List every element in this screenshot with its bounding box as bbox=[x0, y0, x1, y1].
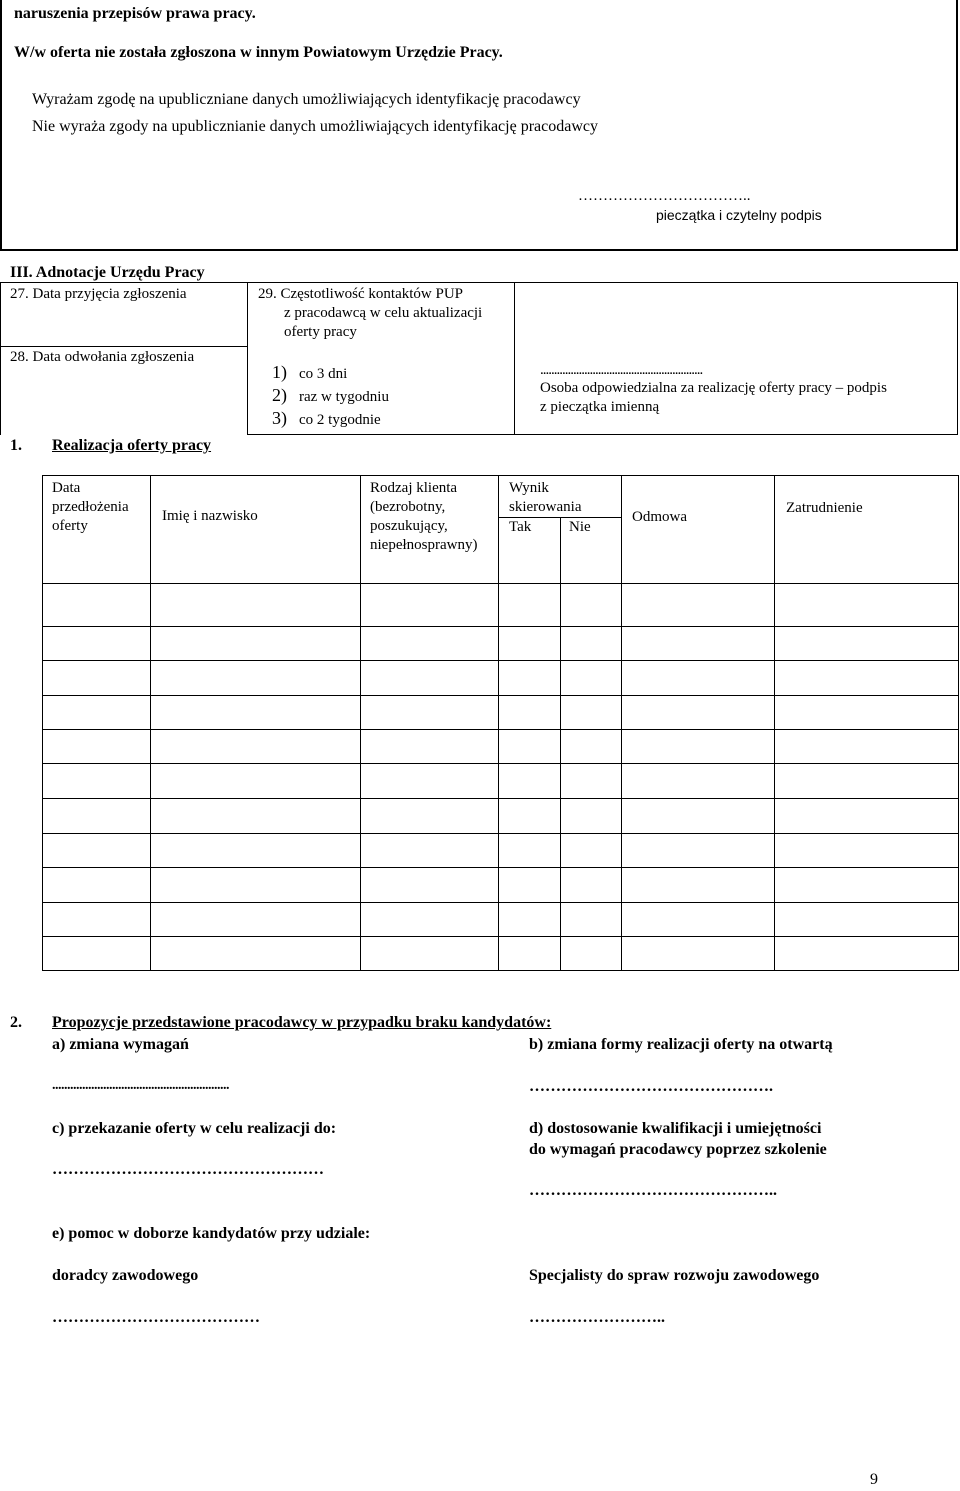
consent-no-option[interactable]: Nie wyraża zgody na upublicznianie danych umożliwiających identyfikację pracodawcy bbox=[32, 118, 598, 135]
option-e-label: e) pomoc w doborze kandydatów przy udziale: bbox=[52, 1225, 371, 1242]
option-b-label: b) zmiana formy realizacji oferty na otwartą bbox=[529, 1036, 833, 1053]
realization-number: 1. bbox=[10, 437, 22, 454]
header-result-l2: skierowania bbox=[509, 499, 582, 515]
frequency-option-2[interactable]: 2) raz w tygodniu bbox=[272, 385, 389, 405]
option-c-line[interactable]: …………………………………………… bbox=[52, 1161, 324, 1178]
option-a-line[interactable]: ........................................................... bbox=[52, 1078, 229, 1093]
advisor-label: doradcy zawodowego bbox=[52, 1267, 199, 1284]
field-29-label-l3: oferty pracy bbox=[284, 324, 357, 340]
specialist-line[interactable]: …………………….. bbox=[529, 1309, 665, 1326]
section-2-number: 2. bbox=[10, 1014, 22, 1031]
responsible-person-label-l1: Osoba odpowiedzialna za realizację oferty pracy – podpis bbox=[540, 380, 887, 396]
field-27-receipt-date[interactable]: 27. Data przyjęcia zgłoszenia bbox=[10, 286, 187, 302]
consent-yes-option[interactable]: Wyrażam zgodę na upubliczniane danych umożliwiających identyfikację pracodawcy bbox=[32, 91, 581, 108]
header-client-l4: niepełnosprawny) bbox=[370, 537, 478, 553]
section-3-title: III. Adnotacje Urzędu Pracy bbox=[10, 264, 205, 281]
not-submitted-text: W/w oferta nie została zgłoszona w innym Powiatowym Urzędzie Pracy. bbox=[14, 44, 503, 61]
option-d-line[interactable]: ……………………………………….. bbox=[529, 1182, 777, 1199]
header-employment: Zatrudnienie bbox=[786, 500, 863, 516]
header-date-l3: oferty bbox=[52, 518, 88, 534]
header-no: Nie bbox=[569, 519, 591, 535]
frequency-option-1[interactable]: 1) co 3 dni bbox=[272, 362, 348, 382]
option-d-label-l1: d) dostosowanie kwalifikacji i umiejętności bbox=[529, 1120, 822, 1137]
realization-title: Realizacja oferty pracy bbox=[52, 437, 212, 454]
page-number: 9 bbox=[870, 1471, 878, 1488]
responsible-person-label-l2: z pieczątka imienną bbox=[540, 399, 660, 415]
header-result-l1: Wynik bbox=[509, 480, 549, 496]
header-client-l1: Rodzaj klienta bbox=[370, 480, 458, 496]
field-28-cancellation-date[interactable]: 28. Data odwołania zgłoszenia bbox=[10, 349, 195, 365]
header-date-l2: przedłożenia bbox=[52, 499, 129, 515]
option-b-line[interactable]: ………………………………………. bbox=[529, 1078, 773, 1095]
header-yes: Tak bbox=[509, 519, 532, 535]
signature-label: pieczątka i czytelny podpis bbox=[656, 207, 822, 223]
option-d-label-l2: do wymagań pracodawcy poprzez szkolenie bbox=[529, 1141, 827, 1158]
advisor-line[interactable]: ………………………………… bbox=[52, 1309, 260, 1326]
option-c-label: c) przekazanie oferty w celu realizacji do: bbox=[52, 1120, 337, 1137]
frequency-option-3[interactable]: 3) co 2 tygodnie bbox=[272, 408, 381, 428]
field-29-label-l1: 29. Częstotliwość kontaktów PUP bbox=[258, 286, 463, 302]
header-client-l2: (bezrobotny, bbox=[370, 499, 446, 515]
header-name: Imię i nazwisko bbox=[162, 508, 258, 524]
specialist-label: Specjalisty do spraw rozwoju zawodowego bbox=[529, 1267, 820, 1284]
section-2-title: Propozycje przedstawione pracodawcy w przypadku braku kandydatów: bbox=[52, 1014, 552, 1031]
responsible-signature-line[interactable]: ........................................................... bbox=[540, 362, 703, 378]
header-date-l1: Data bbox=[52, 480, 81, 496]
option-a-label: a) zmiana wymagań bbox=[52, 1036, 189, 1053]
violation-text: naruszenia przepisów prawa pracy. bbox=[14, 5, 256, 22]
field-29-label-l2: z pracodawcą w celu aktualizacji bbox=[284, 305, 483, 321]
header-client-l3: poszukujący, bbox=[370, 518, 448, 534]
header-refusal: Odmowa bbox=[632, 509, 687, 525]
signature-line[interactable]: …………………………….. bbox=[578, 188, 751, 204]
